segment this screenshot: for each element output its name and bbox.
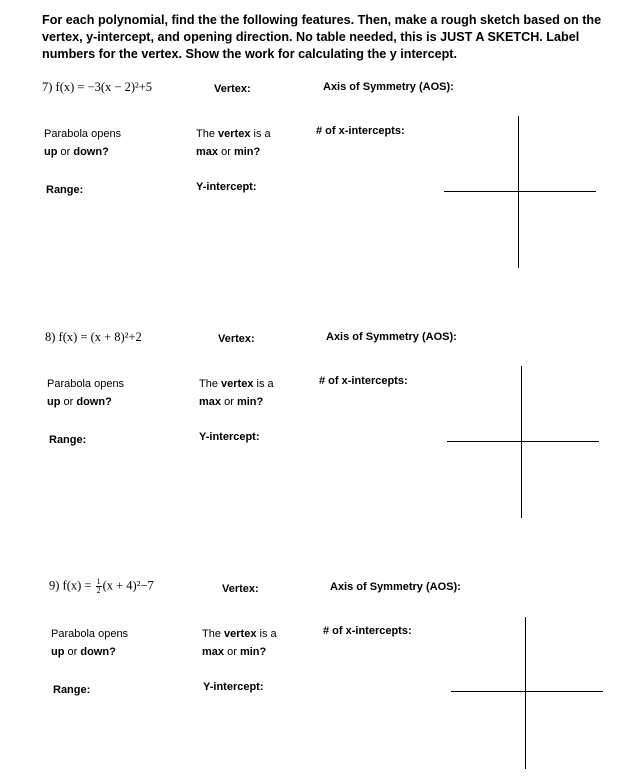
fraction-denominator: 2 [96,586,101,595]
min-text: min? [233,146,261,158]
opens-question-8 [47,375,124,411]
max-text: max [196,146,219,158]
aos-label-7: Axis of Symmetry (AOS): [323,81,454,93]
function-9-suffix: (x + 4)²−7 [102,578,154,593]
function-9-prefix: 9) f(x) = [49,578,95,593]
function-8: 8) f(x) = (x + 8)²+2 [45,330,142,344]
the-text: The [199,378,222,390]
down-text: down? [76,396,112,408]
aos-label-8: Axis of Symmetry (AOS): [326,331,457,343]
opens-text: Parabola opens [44,128,122,140]
max-min-question-9 [202,625,277,661]
opens-text: Parabola opens [47,378,125,390]
range-label-8: Range: [49,434,87,446]
function-7: 7) f(x) = −3(x − 2)²+5 [42,80,153,94]
opens-question-9 [51,625,128,661]
x-axis-8 [447,441,599,442]
min-text: min? [236,396,264,408]
range-label-7: Range: [46,184,84,196]
max-min-question-7 [196,125,271,161]
x-intercepts-label-9: # of x-intercepts: [323,625,412,637]
y-intercept-label-7: Y-intercept: [196,181,257,193]
vertex-label-9: Vertex: [222,583,259,595]
x-intercepts-label-8: # of x-intercepts: [319,375,408,387]
aos-label-9: Axis of Symmetry (AOS): [330,581,461,593]
y-intercept-label-9: Y-intercept: [203,681,264,693]
fraction-numerator: 1 [96,577,101,586]
opens-text: Parabola opens [51,628,129,640]
or-text: or [218,146,234,158]
fraction-one-half [96,578,102,595]
max-text: max [202,646,225,658]
x-axis-7 [444,191,596,192]
up-text: up [51,646,65,658]
x-intercepts-label-7: # of x-intercepts: [316,125,405,137]
down-text: down? [80,646,116,658]
the-text: The [202,628,225,640]
or-text: or [57,146,74,158]
down-text: down? [73,146,109,158]
x-axis-9 [451,691,603,692]
vertex-word: vertex [218,128,251,140]
min-text: min? [239,646,267,658]
is-a-text: is a [253,378,274,390]
the-text: The [196,128,219,140]
vertex-word: vertex [221,378,254,390]
y-axis-8 [521,366,522,518]
or-text: or [64,646,81,658]
opens-question-7 [44,125,121,161]
y-axis-9 [525,617,526,769]
vertex-label-8: Vertex: [218,333,255,345]
max-text: max [199,396,222,408]
up-text: up [47,396,61,408]
is-a-text: is a [256,628,277,640]
up-text: up [44,146,58,158]
instructions: For each polynomial, find the the following features. Then, make a rough sketch based on the vertex, y-intercept, and opening direction. No table needed, this is JUST A SKETCH. Label numbers for the vertex. Show the work for calculating the y intercept. [42,13,602,61]
or-text: or [60,396,77,408]
or-text: or [224,646,240,658]
y-axis-7 [518,116,519,268]
function-9 [49,578,154,595]
max-min-question-8 [199,375,274,411]
vertex-label-7: Vertex: [214,83,251,95]
y-intercept-label-8: Y-intercept: [199,431,260,443]
or-text: or [221,396,237,408]
is-a-text: is a [250,128,271,140]
range-label-9: Range: [53,684,91,696]
vertex-word: vertex [224,628,257,640]
